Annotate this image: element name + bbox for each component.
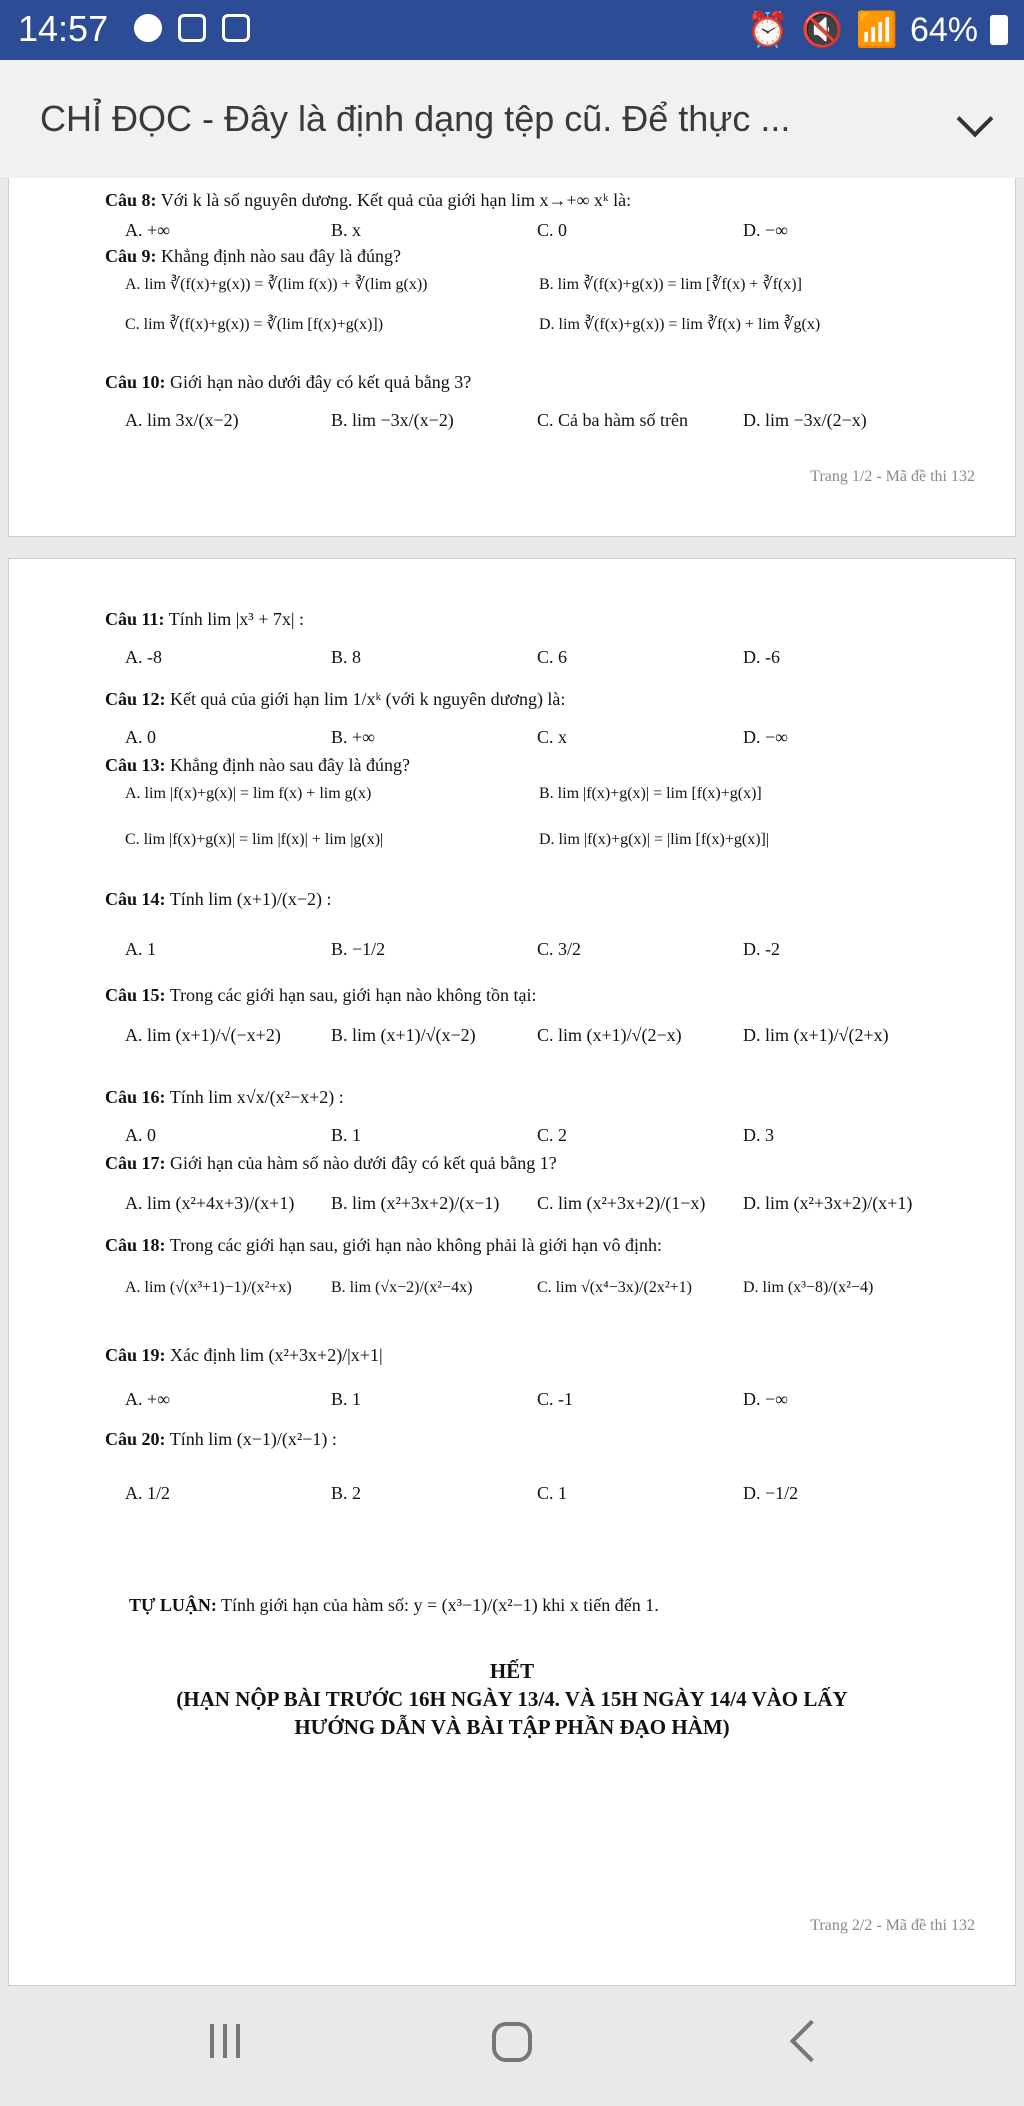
q14-option-a: A. 1 xyxy=(125,939,156,959)
question-12: Câu 12: Kết quả của giới hạn lim 1/xᵏ (với k nguyên dương) là: xyxy=(105,689,566,709)
q15-option-a: A. lim (x+1)/√(−x+2) xyxy=(125,1025,281,1045)
q18-option-b: B. lim (√x−2)/(x²−4x) xyxy=(331,1279,473,1296)
q11-option-b: B. 8 xyxy=(331,647,362,667)
q14-option-d: D. -2 xyxy=(743,939,780,959)
q14-option-b: B. −1/2 xyxy=(331,939,386,959)
question-19: Câu 19: Xác định lim (x²+3x+2)/|x+1| xyxy=(105,1345,383,1365)
q8-option-d: D. −∞ xyxy=(743,220,788,240)
question-17: Câu 17: Giới hạn của hàm số nào dưới đây có kết quả bằng 1? xyxy=(105,1153,557,1173)
question-15: Câu 15: Trong các giới hạn sau, giới hạn nào không tồn tại: xyxy=(105,985,537,1005)
q12-option-d: D. −∞ xyxy=(743,727,788,747)
q11-option-a: A. -8 xyxy=(125,647,162,667)
q15-option-c: C. lim (x+1)/√(2−x) xyxy=(537,1025,682,1045)
question-8: Câu 8: Với k là số nguyên dương. Kết quả của giới hạn lim x→+∞ xᵏ là: xyxy=(105,190,632,210)
q10-option-c: C. Cả ba hàm số trên xyxy=(537,410,688,430)
q20-option-a: A. 1/2 xyxy=(125,1483,170,1503)
q19-option-a: A. +∞ xyxy=(125,1389,170,1409)
q19-option-d: D. −∞ xyxy=(743,1389,788,1409)
q18-option-a: A. lim (√(x³+1)−1)/(x²+x) xyxy=(125,1279,292,1296)
q19-option-b: B. 1 xyxy=(331,1389,362,1409)
q17-option-b: B. lim (x²+3x+2)/(x−1) xyxy=(331,1193,500,1213)
q19-option-c: C. -1 xyxy=(537,1389,573,1409)
q9-option-a: A. lim ∛(f(x)+g(x)) = ∛(lim f(x)) + ∛(lim g(x)) xyxy=(125,276,428,293)
q17-option-d: D. lim (x²+3x+2)/(x+1) xyxy=(743,1193,913,1213)
q16-option-a: A. 0 xyxy=(125,1125,156,1145)
home-icon[interactable] xyxy=(492,2022,532,2062)
q11-option-d: D. -6 xyxy=(743,647,780,667)
status-time: 14:57 xyxy=(18,8,109,49)
q12-option-c: C. x xyxy=(537,727,568,747)
messenger-icon xyxy=(134,14,162,42)
q15-option-d: D. lim (x+1)/√(2+x) xyxy=(743,1025,889,1045)
q10-option-d: D. lim −3x/(2−x) xyxy=(743,410,867,430)
q20-option-d: D. −1/2 xyxy=(743,1483,799,1503)
gallery-icon xyxy=(178,14,206,42)
navigation-bar xyxy=(0,1986,1024,2106)
q8-option-c: C. 0 xyxy=(537,220,568,240)
end-note-line-1: (HẠN NỘP BÀI TRƯỚC 16H NGÀY 13/4. VÀ 15H NGÀY 14/4 VÀO LẤY xyxy=(176,1687,848,1711)
q9-option-d: D. lim ∛(f(x)+g(x)) = lim ∛f(x) + lim ∛g(x) xyxy=(539,316,821,333)
status-bar xyxy=(0,0,1024,60)
question-18: Câu 18: Trong các giới hạn sau, giới hạn nào không phải là giới hạn vô định: xyxy=(105,1235,663,1255)
question-11: Câu 11: Tính lim |x³ + 7x| : xyxy=(105,609,304,629)
document-page-1 xyxy=(8,178,1016,537)
q16-option-c: C. 2 xyxy=(537,1125,568,1145)
system-icons xyxy=(747,10,1008,50)
q12-option-a: A. 0 xyxy=(125,727,156,747)
alarm-icon: ⏰ xyxy=(746,11,790,49)
document-page-2 xyxy=(8,558,1016,1986)
q13-option-d: D. lim |f(x)+g(x)| = |lim [f(x)+g(x)]| xyxy=(539,831,770,848)
q13-option-b: B. lim |f(x)+g(x)| = lim [f(x)+g(x)] xyxy=(539,785,762,802)
banner-text: CHỈ ĐỌC - Đây là định dạng tệp cũ. Để thực ... xyxy=(40,98,791,139)
page-1-footer: Trang 1/2 - Mã đề thi 132 xyxy=(810,468,975,485)
wifi-icon: 📶 xyxy=(855,11,898,49)
question-9: Câu 9: Khẳng định nào sau đây là đúng? xyxy=(105,246,401,266)
end-title: HẾT xyxy=(489,1659,535,1683)
app-notification-icon xyxy=(222,14,250,42)
q13-option-a: A. lim |f(x)+g(x)| = lim f(x) + lim g(x) xyxy=(125,785,372,802)
q11-option-c: C. 6 xyxy=(537,647,568,667)
q20-option-b: B. 2 xyxy=(331,1483,362,1503)
q10-option-b: B. lim −3x/(x−2) xyxy=(331,410,454,430)
q18-option-d: D. lim (x³−8)/(x²−4) xyxy=(743,1279,874,1296)
q16-option-d: D. 3 xyxy=(743,1125,774,1145)
q20-option-c: C. 1 xyxy=(537,1483,568,1503)
question-10: Câu 10: Giới hạn nào dưới đây có kết quả bằng 3? xyxy=(105,372,472,392)
end-note-line-2: HƯỚNG DẪN VÀ BÀI TẬP PHẦN ĐẠO HÀM) xyxy=(294,1715,730,1739)
q8-option-a: A. +∞ xyxy=(125,220,170,240)
q15-option-b: B. lim (x+1)/√(x−2) xyxy=(331,1025,476,1045)
q17-option-c: C. lim (x²+3x+2)/(1−x) xyxy=(537,1193,706,1213)
q14-option-c: C. 3/2 xyxy=(537,939,582,959)
mute-icon: 🔇 xyxy=(801,11,844,49)
question-13: Câu 13: Khẳng định nào sau đây là đúng? xyxy=(105,755,410,775)
battery-level: 64% xyxy=(909,10,978,49)
q8-option-b: B. x xyxy=(331,220,362,240)
q17-option-a: A. lim (x²+4x+3)/(x+1) xyxy=(125,1193,295,1213)
q16-option-b: B. 1 xyxy=(331,1125,362,1145)
recent-apps-icon[interactable] xyxy=(210,2024,240,2058)
q9-option-b: B. lim ∛(f(x)+g(x)) = lim [∛f(x) + ∛f(x)] xyxy=(539,276,802,293)
q12-option-b: B. +∞ xyxy=(331,727,375,747)
q9-option-c: C. lim ∛(f(x)+g(x)) = ∛(lim [f(x)+g(x)]) xyxy=(125,316,384,333)
back-icon[interactable] xyxy=(790,2020,832,2062)
q13-option-c: C. lim |f(x)+g(x)| = lim |f(x)| + lim |g(x)| xyxy=(125,831,384,848)
question-14: Câu 14: Tính lim (x+1)/(x−2) : xyxy=(105,889,332,909)
q10-option-a: A. lim 3x/(x−2) xyxy=(125,410,239,430)
read-only-banner[interactable] xyxy=(0,60,1024,179)
question-20: Câu 20: Tính lim (x−1)/(x²−1) : xyxy=(105,1429,337,1449)
notification-icons xyxy=(134,14,250,42)
essay-question: TỰ LUẬN: Tính giới hạn của hàm số: y = (x³−1)/(x²−1) khi x tiến đến 1. xyxy=(129,1595,659,1615)
question-16: Câu 16: Tính lim x√x/(x²−x+2) : xyxy=(105,1087,344,1107)
chevron-down-icon[interactable] xyxy=(957,101,994,138)
page-2-footer: Trang 2/2 - Mã đề thi 132 xyxy=(810,1917,975,1934)
q18-option-c: C. lim √(x⁴−3x)/(2x²+1) xyxy=(537,1279,692,1296)
battery-icon xyxy=(990,15,1008,45)
